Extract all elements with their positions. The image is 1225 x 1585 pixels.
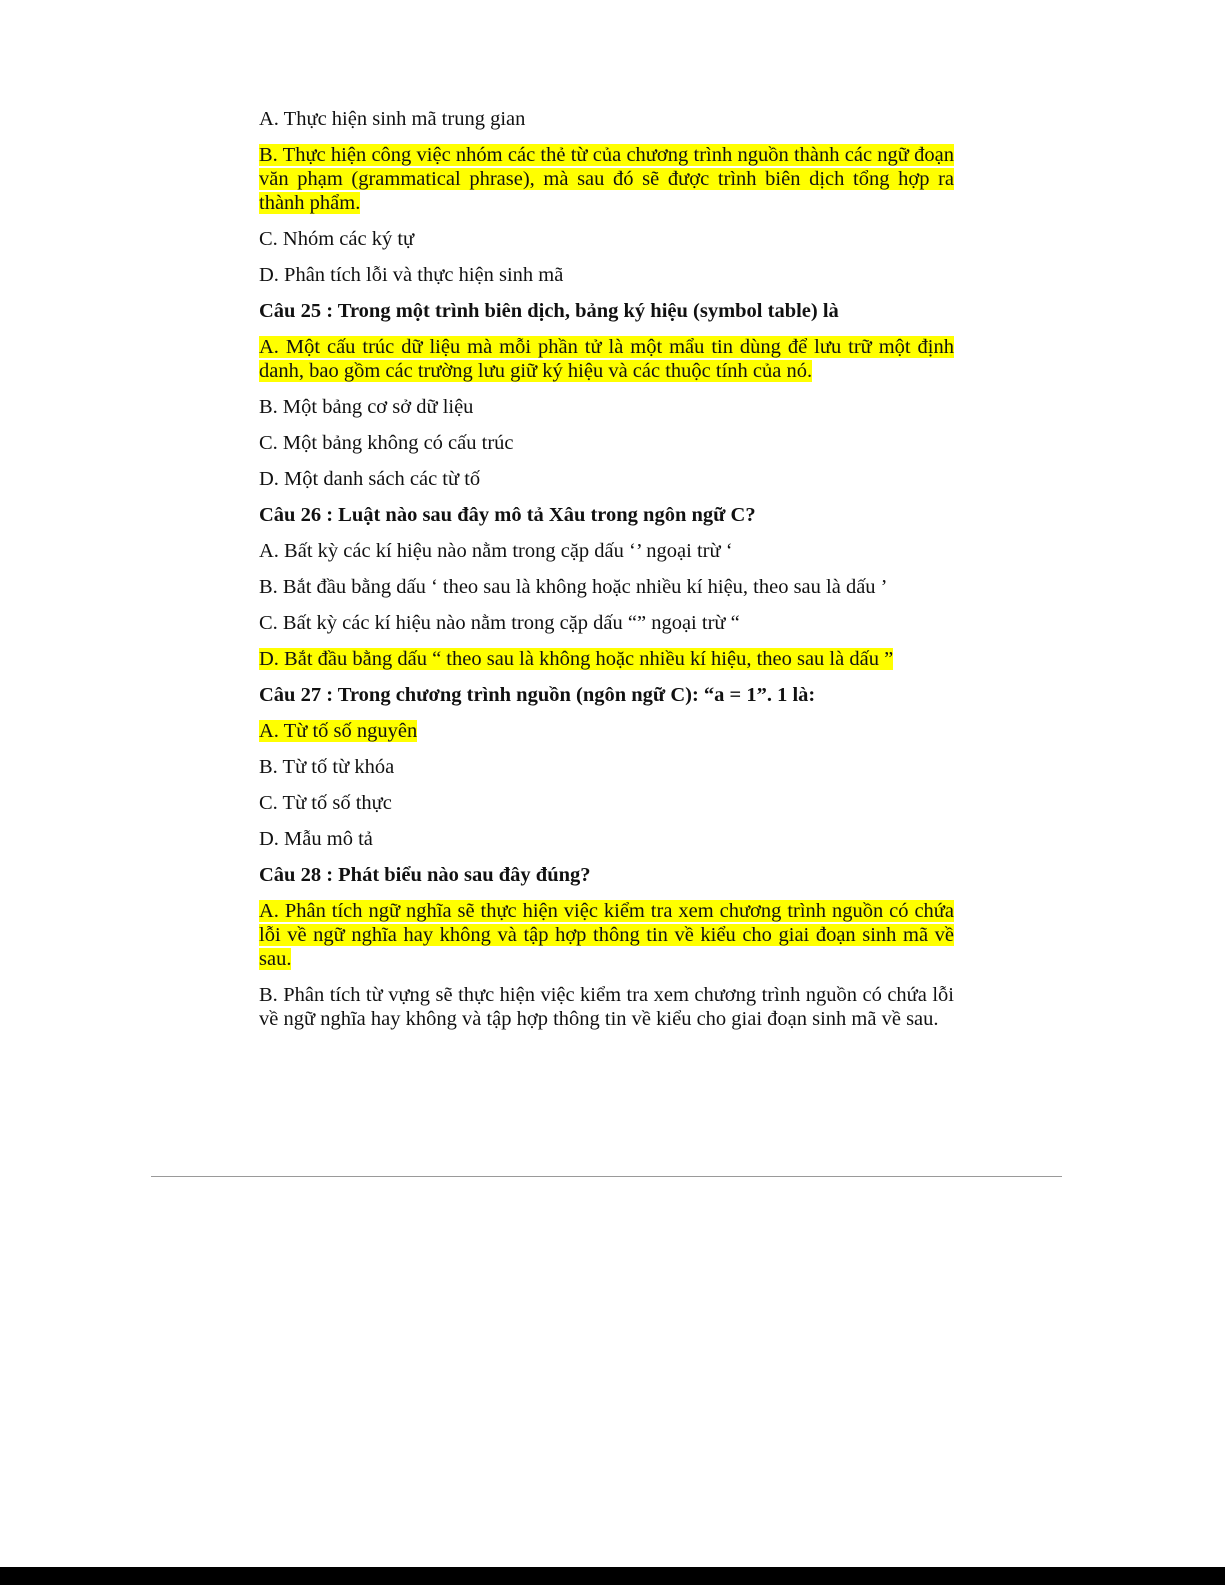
q27-option-d: D. Mẫu mô tả xyxy=(259,828,373,850)
q25-option-d: D. Một danh sách các từ tố xyxy=(259,468,481,490)
q28-question: Câu 28 : Phát biểu nào sau đây đúng? xyxy=(259,864,591,886)
q26-question: Câu 26 : Luật nào sau đây mô tả Xâu trong ngôn ngữ C? xyxy=(259,504,756,526)
document-page xyxy=(259,107,954,1043)
page-bottom-edge xyxy=(0,1567,1225,1585)
q24-option-c: C. Nhóm các ký tự xyxy=(259,228,415,250)
q27-option-b: B. Từ tố từ khóa xyxy=(259,756,395,778)
q28-option-b: B. Phân tích từ vựng sẽ thực hiện việc kiểm tra xem chương trình nguồn có chứa lỗi về ngữ nghĩa hay không và tập hợp thông tin về kiểu cho giai đoạn sinh mã về sau. xyxy=(259,984,954,1030)
q25-option-b: B. Một bảng cơ sở dữ liệu xyxy=(259,396,474,418)
q26-option-d-correct: D. Bắt đầu bằng dấu “ theo sau là không hoặc nhiều kí hiệu, theo sau là dấu ” xyxy=(259,648,894,670)
page-footer-divider xyxy=(151,1176,1062,1177)
q25-option-c: C. Một bảng không có cấu trúc xyxy=(259,432,514,454)
q26-option-b: B. Bắt đầu bằng dấu ‘ theo sau là không hoặc nhiều kí hiệu, theo sau là dấu ’ xyxy=(259,576,888,598)
q28-option-a-correct: A. Phân tích ngữ nghĩa sẽ thực hiện việc kiểm tra xem chương trình nguồn có chứa lỗi về ngữ nghĩa hay không và tập hợp thông tin về kiểu cho giai đoạn sinh mã về sau. xyxy=(259,900,954,970)
q24-option-b-correct: B. Thực hiện công việc nhóm các thẻ từ của chương trình nguồn thành các ngữ đoạn văn phạm (grammatical phrase), mà sau đó sẽ được trình biên dịch tổng hợp ra thành phẩm. xyxy=(259,144,954,214)
q27-option-c: C. Từ tố số thực xyxy=(259,792,392,814)
q26-option-c: C. Bất kỳ các kí hiệu nào nằm trong cặp dấu “” ngoại trừ “ xyxy=(259,612,740,634)
q25-question: Câu 25 : Trong một trình biên dịch, bảng ký hiệu (symbol table) là xyxy=(259,300,839,322)
q27-question: Câu 27 : Trong chương trình nguồn (ngôn ngữ C): “a = 1”. 1 là: xyxy=(259,684,816,706)
q25-option-a-correct: A. Một cấu trúc dữ liệu mà mỗi phần tử là một mẩu tin dùng để lưu trữ một định danh, bao gồm các trường lưu giữ ký hiệu và các thuộc tính của nó. xyxy=(259,336,954,382)
q27-option-a-correct: A. Từ tố số nguyên xyxy=(259,720,418,742)
q26-option-a: A. Bất kỳ các kí hiệu nào nằm trong cặp dấu ‘’ ngoại trừ ‘ xyxy=(259,540,733,562)
q24-option-d: D. Phân tích lỗi và thực hiện sinh mã xyxy=(259,264,564,286)
q24-option-a: A. Thực hiện sinh mã trung gian xyxy=(259,108,526,130)
